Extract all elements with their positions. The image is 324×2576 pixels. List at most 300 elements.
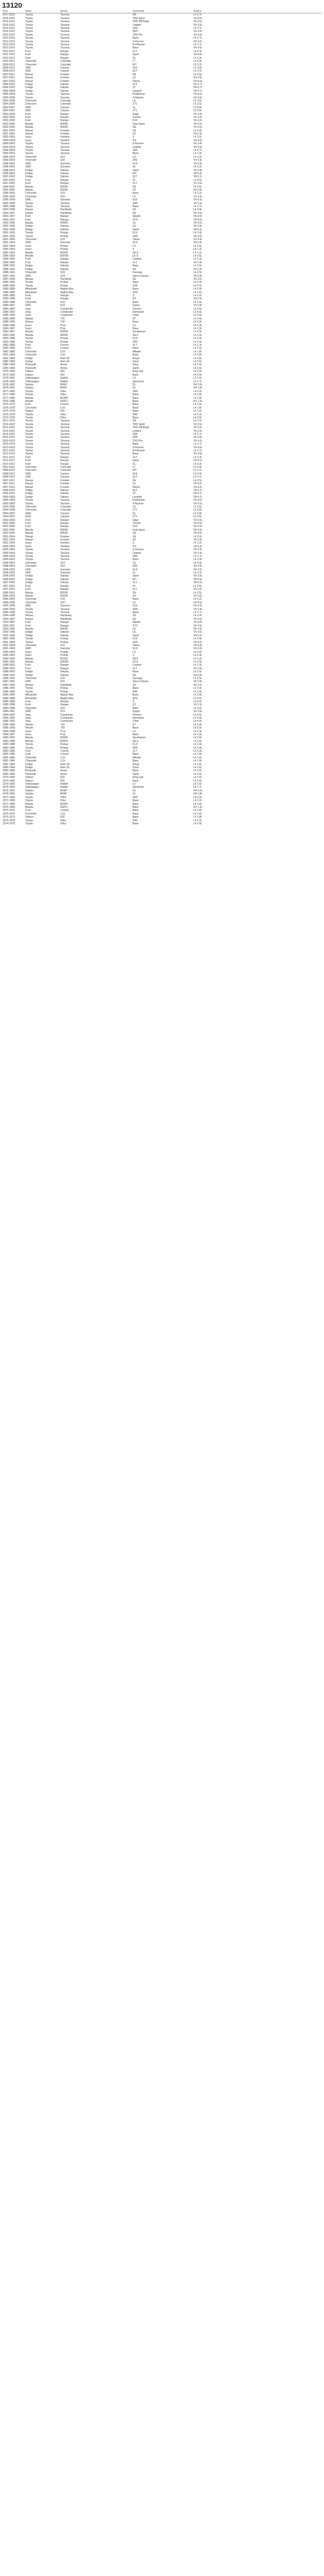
make-cell: Jeep bbox=[25, 310, 31, 314]
engine-cell: H4 1.6L bbox=[193, 383, 203, 386]
engine-cell: L4 2.0L bbox=[193, 320, 202, 324]
submodel-cell: SLE bbox=[133, 604, 138, 608]
year-cell: 1975-1979 bbox=[3, 816, 15, 819]
model-cell: Comanche bbox=[60, 307, 73, 311]
engine-cell: L4 2.0L bbox=[193, 373, 202, 377]
year-cell: 2012-2015 bbox=[3, 452, 15, 456]
make-cell: Dodge bbox=[25, 495, 33, 499]
model-cell: Rabbit bbox=[60, 783, 68, 786]
year-cell: 1991-1995 bbox=[3, 640, 15, 644]
model-cell: Canyon bbox=[60, 66, 70, 70]
model-cell: B1800 bbox=[60, 802, 68, 806]
engine-cell: V6 3.9L bbox=[193, 225, 203, 228]
submodel-cell: XLT bbox=[133, 261, 137, 264]
model-cell: Colorado bbox=[60, 99, 71, 103]
model-cell: Ranger bbox=[60, 588, 69, 591]
submodel-cell: Base bbox=[133, 809, 139, 812]
submodel-cell: Laramie bbox=[133, 495, 142, 499]
engine-cell: L6 4.0L bbox=[193, 716, 202, 720]
engine-cell: L4 2.3L bbox=[193, 654, 202, 657]
year-cell: 1989-1992 bbox=[3, 258, 15, 261]
year-cell: 1982-1986 bbox=[3, 340, 15, 344]
model-cell: Colorado bbox=[60, 60, 71, 63]
year-cell: 1986-1990 bbox=[3, 281, 15, 284]
make-cell: Isuzu bbox=[25, 650, 31, 654]
year-cell: 2006-2010 bbox=[3, 492, 15, 496]
year-cell: 1994-1998 bbox=[3, 614, 15, 618]
model-cell: 620 bbox=[60, 373, 65, 377]
model-cell: Courier bbox=[60, 344, 69, 347]
submodel-cell: Sport bbox=[133, 574, 139, 578]
year-cell: 2006-2010 bbox=[3, 82, 15, 86]
submodel-cell: XE bbox=[133, 208, 136, 212]
submodel-cell: S-Runner bbox=[133, 548, 144, 552]
year-cell: 1979-1983 bbox=[3, 776, 15, 779]
model-cell: B2500 bbox=[60, 591, 68, 595]
model-cell: Tacoma bbox=[60, 419, 70, 423]
engine-cell: V8 5.2L bbox=[193, 228, 203, 231]
engine-cell: L4 2.0L bbox=[193, 799, 202, 803]
make-cell: Ford bbox=[25, 750, 31, 753]
submodel-cell: R/T bbox=[133, 578, 137, 581]
model-cell: S15 bbox=[60, 274, 65, 278]
year-cell: 2004-2008 bbox=[3, 99, 15, 103]
make-cell: Dodge bbox=[25, 86, 33, 90]
model-cell: Dakota bbox=[60, 168, 69, 172]
engine-cell: L4 1.7L bbox=[193, 380, 202, 383]
make-cell: Ford bbox=[25, 116, 31, 119]
make-cell: Chevrolet bbox=[25, 565, 37, 568]
year-cell: 1997-2001 bbox=[3, 182, 15, 185]
submodel-cell: GT bbox=[133, 703, 136, 707]
submodel-cell: Gypsy bbox=[133, 710, 140, 714]
make-cell: Dodge bbox=[25, 574, 33, 578]
make-cell: Dodge bbox=[25, 175, 33, 179]
model-cell: Canyon bbox=[60, 476, 70, 479]
engine-cell: L4 2.5L bbox=[193, 479, 202, 482]
year-cell: 2004-2008 bbox=[3, 509, 15, 512]
year-cell: 1986-1992 bbox=[3, 716, 15, 720]
model-cell: Dakota bbox=[60, 495, 69, 499]
model-cell: Courier bbox=[60, 750, 69, 753]
year-cell: 1994-1997 bbox=[3, 211, 15, 215]
make-cell: Ford bbox=[25, 521, 31, 525]
make-cell: GMC bbox=[25, 106, 31, 109]
make-cell: Volkswagen bbox=[25, 377, 39, 380]
make-cell: Toyota bbox=[25, 799, 33, 803]
submodel-cell: Z71 bbox=[133, 509, 137, 512]
engine-cell: L4 2.6L bbox=[193, 766, 202, 770]
engine-cell: V6 3.5L bbox=[193, 426, 203, 430]
model-cell: Tacoma bbox=[60, 443, 70, 446]
engine-cell: L4 2.6L bbox=[193, 291, 202, 294]
model-cell: 620 bbox=[60, 776, 65, 779]
submodel-cell: Sport bbox=[133, 228, 139, 231]
engine-cell: L4 2.4L bbox=[193, 746, 202, 750]
model-cell: Sonoma bbox=[60, 198, 70, 202]
make-cell: Ford bbox=[25, 664, 31, 667]
engine-cell: L4 1.6L bbox=[193, 377, 202, 380]
year-cell: 1998-2003 bbox=[3, 565, 15, 568]
engine-cell: L4 2.6L bbox=[193, 660, 202, 664]
engine-cell: L4 2.6L bbox=[193, 697, 202, 700]
model-cell: Frontier bbox=[60, 73, 70, 76]
year-cell: 1981-1984 bbox=[3, 759, 15, 763]
engine-cell: V8 5.9L bbox=[193, 172, 203, 175]
model-cell: Colorado bbox=[60, 63, 71, 66]
model-cell: B2600i bbox=[60, 660, 69, 664]
make-cell: Toyota bbox=[25, 281, 33, 284]
year-cell: 1998-2002 bbox=[3, 172, 15, 175]
year-cell: 2016-2021 bbox=[3, 27, 15, 30]
engine-cell: L4 2.2L bbox=[193, 413, 202, 416]
make-cell: Volkswagen bbox=[25, 380, 39, 383]
make-cell: Dodge bbox=[25, 357, 33, 360]
model-cell: S10 bbox=[60, 644, 65, 647]
make-cell: Toyota bbox=[25, 446, 33, 449]
make-cell: Ford bbox=[25, 218, 31, 222]
make-cell: Ford bbox=[25, 455, 31, 459]
submodel-cell: Tremor bbox=[133, 521, 141, 525]
model-cell: 720 bbox=[60, 320, 65, 324]
engine-cell: L4 1.8L bbox=[193, 802, 202, 806]
submodel-cell: Base bbox=[133, 46, 139, 50]
year-cell: 1997-2001 bbox=[3, 588, 15, 591]
model-cell: Courier bbox=[60, 347, 69, 350]
year-cell: 2009-2012 bbox=[3, 63, 15, 66]
year-cell: 2000-2004 bbox=[3, 139, 15, 142]
make-cell: GMC bbox=[25, 162, 31, 165]
make-cell: Ford bbox=[25, 584, 31, 588]
make-cell: Ford bbox=[25, 347, 31, 350]
model-cell: B3000 bbox=[60, 528, 68, 532]
model-cell: Dakota bbox=[60, 82, 69, 86]
table-body bbox=[2, 13, 322, 825]
engine-cell: V6 3.9L bbox=[193, 673, 203, 677]
make-cell: Chevrolet bbox=[25, 103, 37, 106]
make-cell: Nissan bbox=[25, 538, 34, 541]
make-cell: Nissan bbox=[25, 317, 34, 320]
submodel-cell: Base bbox=[133, 416, 139, 419]
make-cell: Jeep bbox=[25, 314, 31, 317]
submodel-cell: SE bbox=[133, 73, 136, 76]
year-cell: 1977-1981 bbox=[3, 795, 15, 799]
model-cell: 720 bbox=[60, 317, 65, 320]
model-cell: Pickup bbox=[60, 637, 69, 641]
engine-cell: L4 2.2L bbox=[193, 135, 202, 139]
model-cell: Dakota bbox=[60, 267, 69, 271]
year-cell: 2013-2015 bbox=[3, 446, 15, 449]
submodel-cell: LE bbox=[133, 631, 136, 634]
make-cell: Nissan bbox=[25, 73, 34, 76]
submodel-cell: SLS bbox=[133, 568, 138, 571]
model-cell: Hombre bbox=[60, 545, 70, 548]
model-cell: Ranger bbox=[60, 258, 69, 261]
year-cell: 2004-2007 bbox=[3, 515, 15, 519]
make-cell: Isuzu bbox=[25, 327, 31, 330]
engine-cell: V6 4.3L bbox=[193, 568, 203, 571]
year-cell: 1986-1992 bbox=[3, 310, 15, 314]
engine-cell: L4 2.0L bbox=[193, 300, 202, 304]
engine-cell: L6 4.0L bbox=[193, 720, 202, 723]
engine-cell: L4 2.3L bbox=[193, 56, 202, 60]
year-cell: 1985-1989 bbox=[3, 723, 15, 726]
engine-cell: L4 2.0L bbox=[193, 739, 202, 743]
make-cell: Nissan bbox=[25, 132, 34, 136]
make-cell: Datsun bbox=[25, 410, 34, 413]
model-cell: B3000 bbox=[60, 594, 68, 598]
submodel-cell: SL bbox=[133, 512, 136, 515]
year-cell: 1991-1994 bbox=[3, 241, 15, 245]
year-cell: 2001-2004 bbox=[3, 535, 15, 538]
engine-cell: V6 4.3L bbox=[193, 238, 203, 242]
year-cell: 1974-1978 bbox=[3, 822, 15, 825]
submodel-cell: Chief bbox=[133, 720, 139, 723]
submodel-cell: Z71 bbox=[133, 109, 137, 113]
model-cell: BRAT bbox=[60, 792, 67, 796]
model-cell: S15 bbox=[60, 304, 65, 308]
engine-cell: L4 2.3L bbox=[193, 730, 202, 733]
submodel-cell: Base bbox=[133, 393, 139, 397]
engine-cell: L4 2.0L bbox=[193, 370, 202, 374]
make-cell: Dodge bbox=[25, 225, 33, 228]
make-cell: Toyota bbox=[25, 145, 33, 149]
make-cell: Toyota bbox=[25, 40, 33, 43]
engine-cell: L4 2.2L bbox=[193, 192, 202, 195]
engine-cell: L4 2.0L bbox=[193, 769, 202, 773]
model-cell: Ranger bbox=[60, 112, 69, 116]
submodel-cell: DL bbox=[133, 789, 136, 792]
engine-cell: V8 5.2L bbox=[193, 175, 203, 179]
submodel-cell: Base bbox=[133, 558, 139, 562]
submodel-cell: SE-5 bbox=[133, 251, 139, 255]
model-cell: Ranger bbox=[60, 455, 69, 459]
model-cell: Colorado bbox=[60, 469, 71, 472]
year-cell: 1978-1981 bbox=[3, 386, 15, 390]
submodel-cell: ZR2 bbox=[133, 159, 138, 162]
submodel-cell: Eliminator bbox=[133, 716, 144, 720]
model-cell: Ranger bbox=[60, 49, 69, 53]
make-cell: Mazda bbox=[25, 330, 34, 334]
model-cell: LUV bbox=[60, 756, 66, 759]
model-cell: Tacoma bbox=[60, 449, 70, 453]
submodel-cell: Sport bbox=[133, 766, 139, 770]
model-cell: Ranger bbox=[60, 116, 69, 119]
submodel-cell: S bbox=[133, 654, 135, 657]
engine-cell: L4 2.0L bbox=[193, 706, 202, 710]
model-cell: Dakota bbox=[60, 488, 69, 492]
year-cell: 1986-1989 bbox=[3, 690, 15, 693]
submodel-cell: LS bbox=[133, 324, 136, 327]
submodel-cell: Base bbox=[133, 812, 139, 816]
engine-cell: L4 2.2L bbox=[193, 389, 202, 393]
make-cell: Isuzu bbox=[25, 541, 31, 545]
year-cell: 1997-2001 bbox=[3, 584, 15, 588]
model-cell: Hardbody bbox=[60, 211, 72, 215]
model-cell: Ranger bbox=[60, 624, 69, 628]
year-cell: 1983-1986 bbox=[3, 739, 15, 743]
submodel-cell: Base bbox=[133, 347, 139, 350]
engine-cell: L4 2.5L bbox=[193, 264, 202, 268]
submodel-cell: SLT bbox=[133, 476, 137, 479]
make-cell: Plymouth bbox=[25, 366, 36, 370]
model-cell: Sonoma bbox=[60, 165, 70, 169]
make-cell: Chevrolet bbox=[25, 271, 37, 275]
year-cell: 1998-2003 bbox=[3, 159, 15, 162]
submodel-cell: SR5 bbox=[133, 433, 138, 436]
engine-cell: L4 2.4L bbox=[193, 208, 202, 212]
year-cell: 1976-1979 bbox=[3, 406, 15, 410]
submodel-cell: LS bbox=[133, 650, 136, 654]
make-cell: Isuzu bbox=[25, 139, 31, 142]
engine-cell: V6 3.7L bbox=[193, 82, 203, 86]
submodel-cell: LS bbox=[133, 244, 136, 248]
engine-cell: L4 2.7L bbox=[193, 555, 202, 558]
year-cell: 1980-1984 bbox=[3, 766, 15, 770]
make-cell: Dodge bbox=[25, 264, 33, 268]
submodel-cell: Sierra Classic bbox=[133, 274, 149, 278]
year-cell: 1980-1983 bbox=[3, 363, 15, 367]
submodel-cell: DLX bbox=[133, 743, 138, 747]
submodel-cell: Sport bbox=[133, 459, 139, 463]
submodel-cell: S bbox=[133, 294, 135, 297]
engine-cell: L4 2.7L bbox=[193, 43, 202, 47]
make-cell: Nissan bbox=[25, 76, 34, 80]
engine-cell: V6 4.0L bbox=[193, 53, 203, 57]
make-cell: Toyota bbox=[25, 413, 33, 416]
make-cell: Ford bbox=[25, 258, 31, 261]
model-cell: Frontier bbox=[60, 76, 70, 80]
year-cell: 2007-2010 bbox=[3, 79, 15, 83]
submodel-cell: SR5 bbox=[133, 284, 138, 287]
submodel-cell: XLT bbox=[133, 344, 137, 347]
make-cell: Jeep bbox=[25, 713, 31, 717]
year-cell: 1990-1993 bbox=[3, 657, 15, 660]
engine-cell: L4 2.3L bbox=[193, 750, 202, 753]
make-cell: Ford bbox=[25, 215, 31, 218]
engine-cell: L5 3.5L bbox=[193, 515, 202, 519]
make-cell: Mazda bbox=[25, 188, 34, 192]
engine-cell: H4 1.8L bbox=[193, 386, 203, 390]
engine-cell: V6 4.0L bbox=[193, 46, 203, 50]
submodel-cell: SLE bbox=[133, 66, 138, 70]
model-cell: Frontier bbox=[60, 538, 70, 541]
year-cell: 2007-2011 bbox=[3, 73, 15, 76]
make-cell: Toyota bbox=[25, 439, 33, 443]
submodel-cell: SE-5 bbox=[133, 739, 139, 743]
make-cell: Nissan bbox=[25, 482, 34, 486]
make-cell: GMC bbox=[25, 165, 31, 169]
model-cell: Frontier bbox=[60, 129, 70, 132]
engine-cell: V6 3.5L bbox=[193, 422, 203, 426]
engine-cell: L6 4.0L bbox=[193, 310, 202, 314]
submodel-cell: King Cab bbox=[133, 776, 143, 779]
make-cell: Dodge bbox=[25, 766, 33, 770]
engine-cell: V8 4.7L bbox=[193, 86, 203, 90]
engine-cell: L4 2.0L bbox=[193, 363, 202, 367]
engine-cell: V6 4.0L bbox=[193, 93, 203, 96]
model-cell: S10 bbox=[60, 706, 65, 710]
engine-cell: L4 2.0L bbox=[193, 779, 202, 783]
submodel-cell: SE bbox=[133, 591, 136, 595]
submodel-cell: XLT bbox=[133, 455, 137, 459]
year-cell: 1984-1987 bbox=[3, 327, 15, 330]
model-cell: Ranger bbox=[60, 700, 69, 703]
make-cell: Mazda bbox=[25, 739, 34, 743]
year-cell: 2013-2015 bbox=[3, 449, 15, 453]
engine-cell: L4 2.4L bbox=[193, 690, 202, 693]
submodel-cell: SLT bbox=[133, 175, 137, 179]
engine-cell: L4 2.5L bbox=[193, 178, 202, 182]
engine-cell: L4 2.0L bbox=[193, 393, 202, 397]
engine-cell: V6 3.0L bbox=[193, 528, 203, 532]
make-cell: Toyota bbox=[25, 284, 33, 287]
year-cell: 1980-1983 bbox=[3, 366, 15, 370]
make-cell: Toyota bbox=[25, 452, 33, 456]
year-cell: 2016-2022 bbox=[3, 20, 15, 24]
submodel-cell: PreRunner bbox=[133, 449, 145, 453]
make-cell: Isuzu bbox=[25, 244, 31, 248]
year-cell: 1995-1998 bbox=[3, 611, 15, 614]
submodel-cell: GL bbox=[133, 792, 136, 796]
submodel-cell: LS bbox=[133, 561, 136, 565]
year-cell: 2016-2022 bbox=[3, 422, 15, 426]
year-cell: 1978-1982 bbox=[3, 380, 15, 383]
year-cell: 1989-1992 bbox=[3, 261, 15, 264]
model-cell: LUV bbox=[60, 406, 66, 410]
engine-cell: L4 1.7L bbox=[193, 786, 202, 789]
make-cell: Toyota bbox=[25, 149, 33, 152]
make-cell: Toyota bbox=[25, 502, 33, 505]
engine-cell: L4 2.8L bbox=[193, 512, 202, 515]
model-cell: B2000 bbox=[60, 333, 68, 337]
engine-cell: L4 2.0L bbox=[193, 822, 202, 825]
make-cell: Subaru bbox=[25, 789, 34, 792]
make-cell: Ford bbox=[25, 178, 31, 182]
model-cell: Ranger bbox=[60, 53, 69, 57]
year-cell: 2004-2008 bbox=[3, 505, 15, 509]
model-cell: B2000 bbox=[60, 736, 68, 740]
submodel-cell: SE bbox=[133, 185, 136, 189]
submodel-cell: SR5 bbox=[133, 340, 138, 344]
model-cell: Hilux bbox=[60, 416, 67, 419]
make-cell: Dodge bbox=[25, 492, 33, 496]
model-cell: Dakota bbox=[60, 172, 69, 175]
submodel-cell: LS bbox=[133, 505, 136, 509]
engine-cell: L4 2.7L bbox=[193, 205, 202, 208]
year-cell: 2002-2005 bbox=[3, 122, 15, 126]
engine-cell: L4 2.4L bbox=[193, 317, 202, 320]
model-cell: Dakota bbox=[60, 89, 69, 93]
year-cell: 2001-2004 bbox=[3, 129, 15, 132]
engine-cell: V6 4.0L bbox=[193, 525, 203, 529]
model-cell: B2500 bbox=[60, 185, 68, 189]
engine-cell: V6 3.4L bbox=[193, 142, 203, 146]
model-cell: 620 bbox=[60, 779, 65, 783]
model-cell: Tacoma bbox=[60, 96, 70, 99]
year-cell: 1982-1985 bbox=[3, 347, 15, 350]
make-cell: Nissan bbox=[25, 277, 34, 281]
make-cell: Nissan bbox=[25, 211, 34, 215]
engine-cell: L4 1.8L bbox=[193, 410, 202, 413]
model-cell: S15 bbox=[60, 680, 65, 684]
model-cell: LUV bbox=[60, 353, 66, 357]
submodel-cell: Base bbox=[133, 452, 139, 456]
model-cell: Hilux bbox=[60, 819, 67, 822]
year-cell: 1995-1999 bbox=[3, 198, 15, 202]
year-cell: 1986-1989 bbox=[3, 291, 15, 294]
engine-cell: V6 3.0L bbox=[193, 211, 203, 215]
